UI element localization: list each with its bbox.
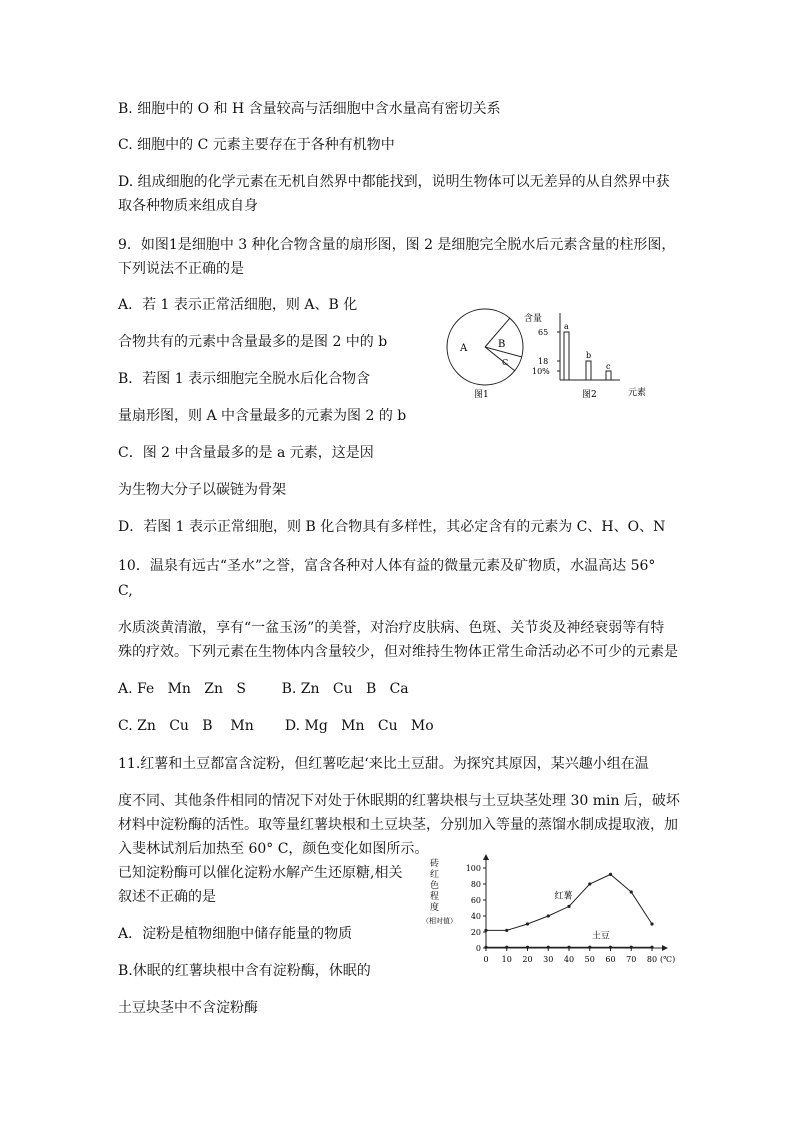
bar-chart [524,312,646,400]
bar-chart-ylabel: 含量 [524,314,543,324]
q10-options-cd: C. Zn Cu B Mn D. Mg Mn Cu Mo [118,718,434,734]
line-chart [420,852,682,972]
x-tick-label: 50 [584,955,595,964]
series-point-0 [567,905,570,908]
ylabel-char: 色 [430,881,440,891]
q10-stem-cont: 水质淡黄清澈，享有“一盆玉汤”的美誉，对治疗皮肤病、色斑、关节炎及神经衰弱等有特 [118,620,665,636]
ylabel-char: 度 [430,903,440,913]
series-point-1 [484,946,487,949]
series-point-0 [609,873,612,876]
option-b-line: B. 细胞中的 O 和 H 含量较高与活细胞中含水量高有密切关系 [118,101,501,117]
series-point-1 [588,946,591,949]
series-point-0 [526,922,529,925]
y-tick-label: 20 [470,928,481,937]
series-point-0 [484,929,487,932]
q10-stem: 10．温泉有远古“圣水”之誉，富含各种对人体有益的微量元素及矿物质，水温高达 56° [118,558,656,574]
q9-stem-cont: 下列说法不正确的是 [118,261,244,277]
option-d-line-cont: 取各种物质来组成自身 [118,198,258,214]
option-d-line: D. 组成细胞的化学元素在无机自然界中都能找到，说明生物体可以无差异的从自然界中获 [118,174,670,190]
pie-chart [447,309,523,400]
q11-stem-cont2: 材料中淀粉酶的活性。取等量红薯块根和土豆块茎，分别加入等量的蒸馏水制成提取液，加 [118,817,678,833]
figure-pie-and-bar [440,305,660,410]
q10-stem-cont2: 殊的疗效。下列元素在生物体内含量较少，但对维持生物体正常生命活动必不可少的元素是 [118,644,678,660]
q11-stem-cont3: 入斐林试剂后加热至 60° C，颜色变化如图所示。 [118,841,429,857]
bar-c [606,371,611,380]
q9-option-c-cont: 为生物大分子以碳链为骨架 [118,482,286,498]
q9-option-b: B．若图 1 表示细胞完全脱水后化合物含 [118,371,371,387]
bar-tick-18: 18 [538,357,549,366]
bar-label-c: c [606,362,611,371]
bar-b [586,361,591,380]
series-point-1 [567,946,570,949]
series-point-1 [505,946,508,949]
q11-stem-cont5: 叙述不正确的是 [118,889,216,905]
x-axis-arrow [662,945,668,951]
figure2-caption: 图2 [582,390,597,400]
x-tick-label: 30 [543,955,554,964]
pie-label-b: B [498,339,506,350]
bar-tick-65: 65 [538,328,549,337]
q9-option-a-cont: 合物共有的元素中含量最多的是图 2 中的 b [118,334,388,350]
q11-option-a: A．淀粉是植物细胞中储存能量的物质 [118,926,353,942]
series-line-0 [486,874,652,930]
q11-option-b: B.休眠的红薯块根中含有淀粉酶，休眠的 [118,963,371,979]
ylabel-char: 程 [430,892,440,902]
chart-ylabel [422,857,457,925]
series-point-0 [650,922,653,925]
x-tick-label: 0 [483,955,489,964]
q11-stem: 11.红薯和土豆都富含淀粉，但红薯吃起‘来比土豆甜。为探究其原因，某兴趣小组在温 [118,756,649,772]
series-label-potato: 土豆 [591,931,610,942]
x-tick-label: 40 [563,955,575,964]
bar-chart-xlabel: 元素 [628,388,647,398]
x-tick-label: 70 [626,955,637,964]
series-point-1 [650,946,653,949]
option-c-line: C. 细胞中的 C 元素主要存在于各种有机物中 [118,137,395,153]
x-unit-label: (℃) [660,955,676,964]
q9-option-a: A．若 1 表示正常活细胞，则 A、B 化 [118,297,358,313]
x-tick-label: 10 [501,955,512,964]
series-point-0 [588,882,591,885]
y-tick-label: 80 [470,880,481,889]
series-point-1 [609,946,612,949]
x-tick-label: 60 [605,955,616,964]
pie-label-c: C [502,358,509,367]
series-point-1 [547,946,550,949]
bar-tick-10: 10% [532,367,550,376]
q9-option-d: D．若图 1 表示正常细胞，则 B 化合物具有多样性，其必定含有的元素为 C、H、O、N [118,519,666,535]
bar-a [564,332,569,380]
series-label-sweet-potato: 红薯 [554,891,573,902]
q9-option-c: C．图 2 中含量最多的是 a 元素，这是因 [118,445,374,461]
q9-option-b-cont: 量扇形图，则 A 中含量最多的元素为图 2 的 b [118,408,407,424]
bar-label-a: a [564,322,569,331]
x-tick-label: 20 [522,955,533,964]
series-point-1 [630,946,633,949]
figure1-caption: 图1 [474,390,489,400]
y-tick-label: 0 [475,944,481,953]
y-axis-arrow [483,854,489,860]
ylabel-sub: （相对值） [422,917,457,925]
q11-option-b-cont: 土豆块茎中不含淀粉酶 [118,1000,258,1016]
x-tick-label: 80 [646,955,658,964]
q10-options-ab: A. Fe Mn Zn S B. Zn Cu B Ca [118,681,409,697]
series-point-0 [505,929,508,932]
q11-stem-cont: 度不同、其他条件相同的情况下对处于休眠期的红薯块根与土豆块茎处理 30 min 后，破坏 [118,793,680,809]
q9-stem: 9．如图1是细胞中 3 种化合物含量的扇形图，图 2 是细胞完全脱水后元素含量的柱形图， [118,237,676,253]
y-tick-label: 40 [470,912,481,921]
q10-stem-unit: C, [118,583,133,599]
ylabel-char: 砖 [430,859,440,869]
y-tick-label: 100 [465,864,481,873]
q11-stem-cont4: 已知淀粉酶可以催化淀粉水解产生还原糖,相关 [118,865,403,881]
bar-label-b: b [586,351,592,360]
series-point-0 [630,890,633,893]
ylabel-char: 红 [430,870,440,880]
series-point-1 [526,946,529,949]
y-tick-label: 60 [470,896,481,905]
series-point-0 [547,914,550,917]
pie-label-a: A [460,343,468,354]
